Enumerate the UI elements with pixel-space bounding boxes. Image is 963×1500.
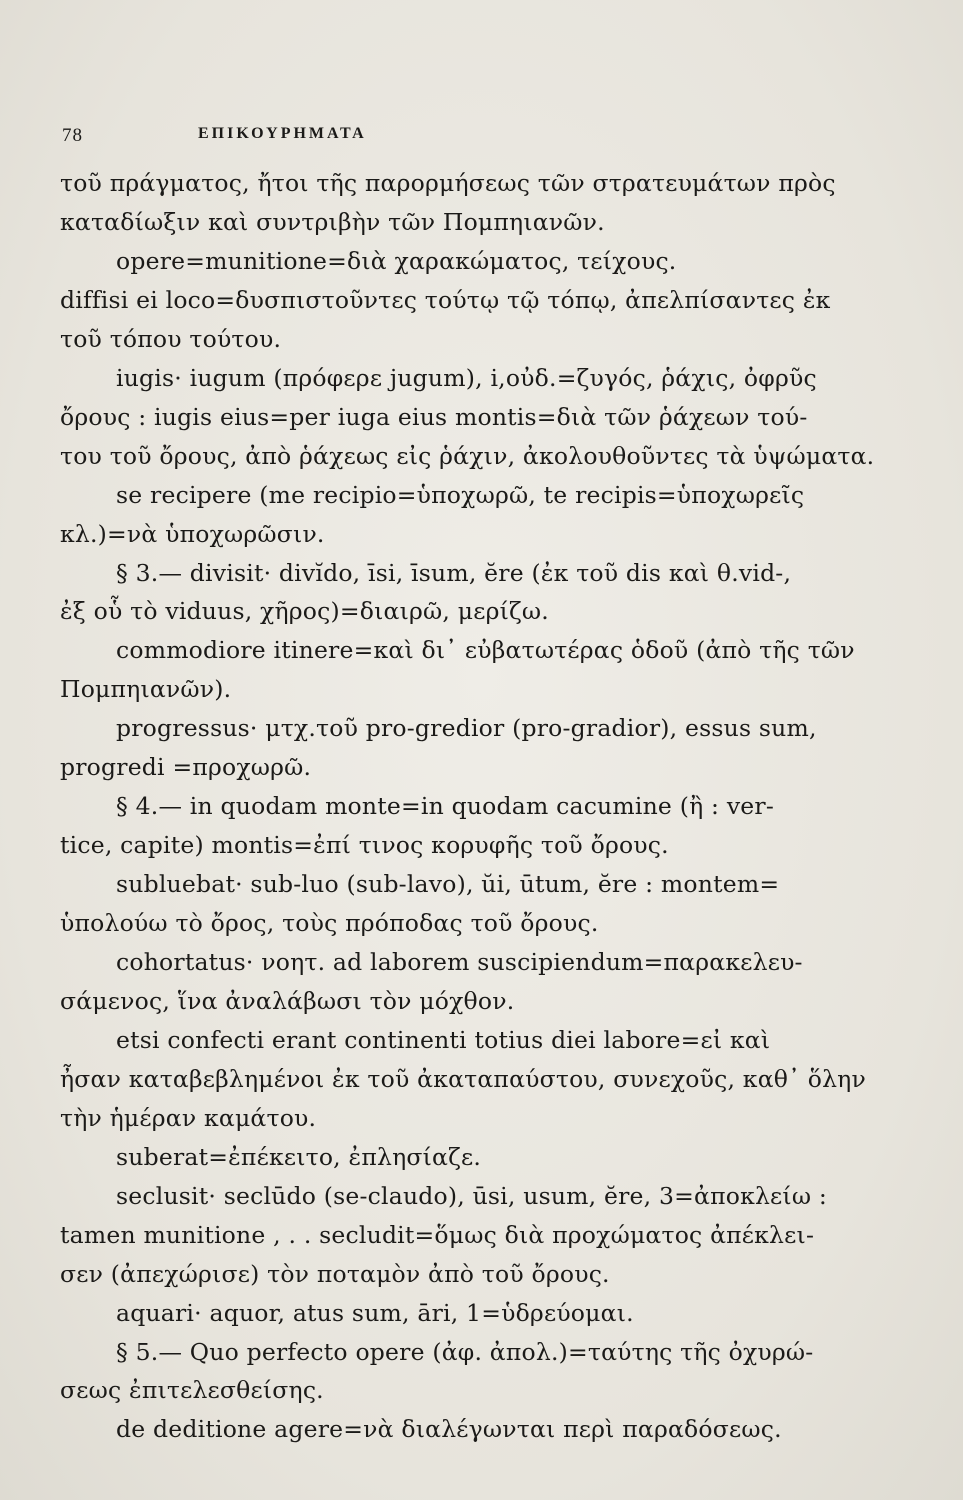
text-line: progressus· μτχ.τοῦ pro-gredior (pro-gradior), essus sum, — [116, 714, 817, 743]
text-line: § 5.— Quo perfecto opere (ἀφ. ἀπολ.)=ταύτης τῆς ὀχυρώ- — [116, 1337, 814, 1366]
text-line: ἦσαν καταβεβλημένοι ἐκ τοῦ ἀκαταπαύστου, συνεχοῦς, καθ᾽ ὅλην — [60, 1064, 866, 1093]
text-line: diffisi ei loco=δυσπιστοῦντες τούτῳ τῷ τόπῳ, ἀπελπίσαντες ἐκ — [60, 285, 831, 314]
text-line: § 4.— in quodam monte=in quodam cacumine (ἢ : ver- — [116, 792, 774, 821]
text-line: κλ.)=νὰ ὑποχωρῶσιν. — [60, 519, 325, 548]
text-line: σεν (ἀπεχώρισε) τὸν ποταμὸν ἀπὸ τοῦ ὄρους. — [60, 1259, 610, 1288]
page-header — [62, 125, 862, 155]
text-line: subluebat· sub-luo (sub-lavo), ŭi, ūtum, ĕre : montem= — [116, 870, 780, 899]
text-line: ὑπολούω τὸ ὄρος, τοὺς πρόποδας τοῦ ὄρους. — [60, 909, 599, 938]
text-line: cohortatus· νοητ. ad laborem suscipiendum=παρακελευ- — [116, 948, 803, 976]
text-line: commodiore itinere=καὶ δι᾽ εὐβατωτέρας ὁδοῦ (ἀπὸ τῆς τῶν — [116, 636, 855, 665]
text-line: ὄρους : iugis eius=per iuga eius montis=διὰ τῶν ῥάχεων τού- — [60, 402, 808, 431]
text-line: τοῦ πράγματος, ἤτοι τῆς παρορμήσεως τῶν στρατευμάτων πρὸς — [60, 169, 836, 197]
text-line: του τοῦ ὄρους, ἀπὸ ῥάχεως εἰς ῥάχιν, ἀκολουθοῦντες τὰ ὑψώματα. — [60, 441, 875, 470]
page-number: 78 — [62, 125, 83, 146]
text-line: progredi =προχωρῶ. — [60, 753, 312, 782]
text-line: se recipere (me recipio=ὑποχωρῶ, te recipis=ὑποχωρεῖς — [116, 480, 805, 509]
text-line: καταδίωξιν καὶ συντριβὴν τῶν Πομπηιανῶν. — [60, 207, 605, 236]
text-line: aquari· aquor, atus sum, āri, 1=ὑδρεύομαι. — [116, 1298, 634, 1327]
text-line: § 3.— divisit· divĭdo, īsi, īsum, ĕre (ἐκ τοῦ dis καὶ θ.vid-, — [116, 558, 792, 587]
text-line: tamen munitione , . . secludit=ὅμως διὰ προχώματος ἀπέκλει- — [60, 1220, 815, 1249]
text-line: σάμενος, ἵνα ἀναλάβωσι τὸν μόχθον. — [60, 986, 515, 1015]
text-line: de deditione agere=νὰ διαλέγωνται περὶ παραδόσεως. — [116, 1415, 782, 1444]
text-line: opere=munitione=διὰ χαρακώματος, τείχους. — [116, 246, 677, 275]
text-line: ἐξ οὗ τὸ viduus, χῆρος)=διαιρῶ, μερίζω. — [60, 597, 549, 626]
text-line: τοῦ τόπου τούτου. — [60, 324, 282, 353]
text-line: τὴν ἡμέραν καμάτου. — [60, 1103, 317, 1132]
text-line: iugis· iugum (πρόφερε jugum), i,οὐδ.=ζυγός, ῥάχις, ὀφρῦς — [116, 363, 817, 392]
running-title: ΕΠΙΚΟΥΡΗΜΑΤΑ — [198, 125, 367, 142]
text-line: etsi confecti erant continenti totius diei labore=εἰ καὶ — [116, 1025, 771, 1054]
text-line: seclusit· seclūdo (se-claudo), ūsi, usum, ĕre, 3=ἀποκλείω : — [116, 1181, 827, 1210]
text-line: σεως ἐπιτελεσθείσης. — [60, 1376, 324, 1405]
text-line: suberat=ἐπέκειτο, ἐπλησίαζε. — [116, 1142, 482, 1171]
text-line: Πομπηιανῶν). — [60, 675, 232, 704]
text-line: tice, capite) montis=ἐπί τινος κορυφῆς τοῦ ὄρους. — [60, 831, 669, 860]
